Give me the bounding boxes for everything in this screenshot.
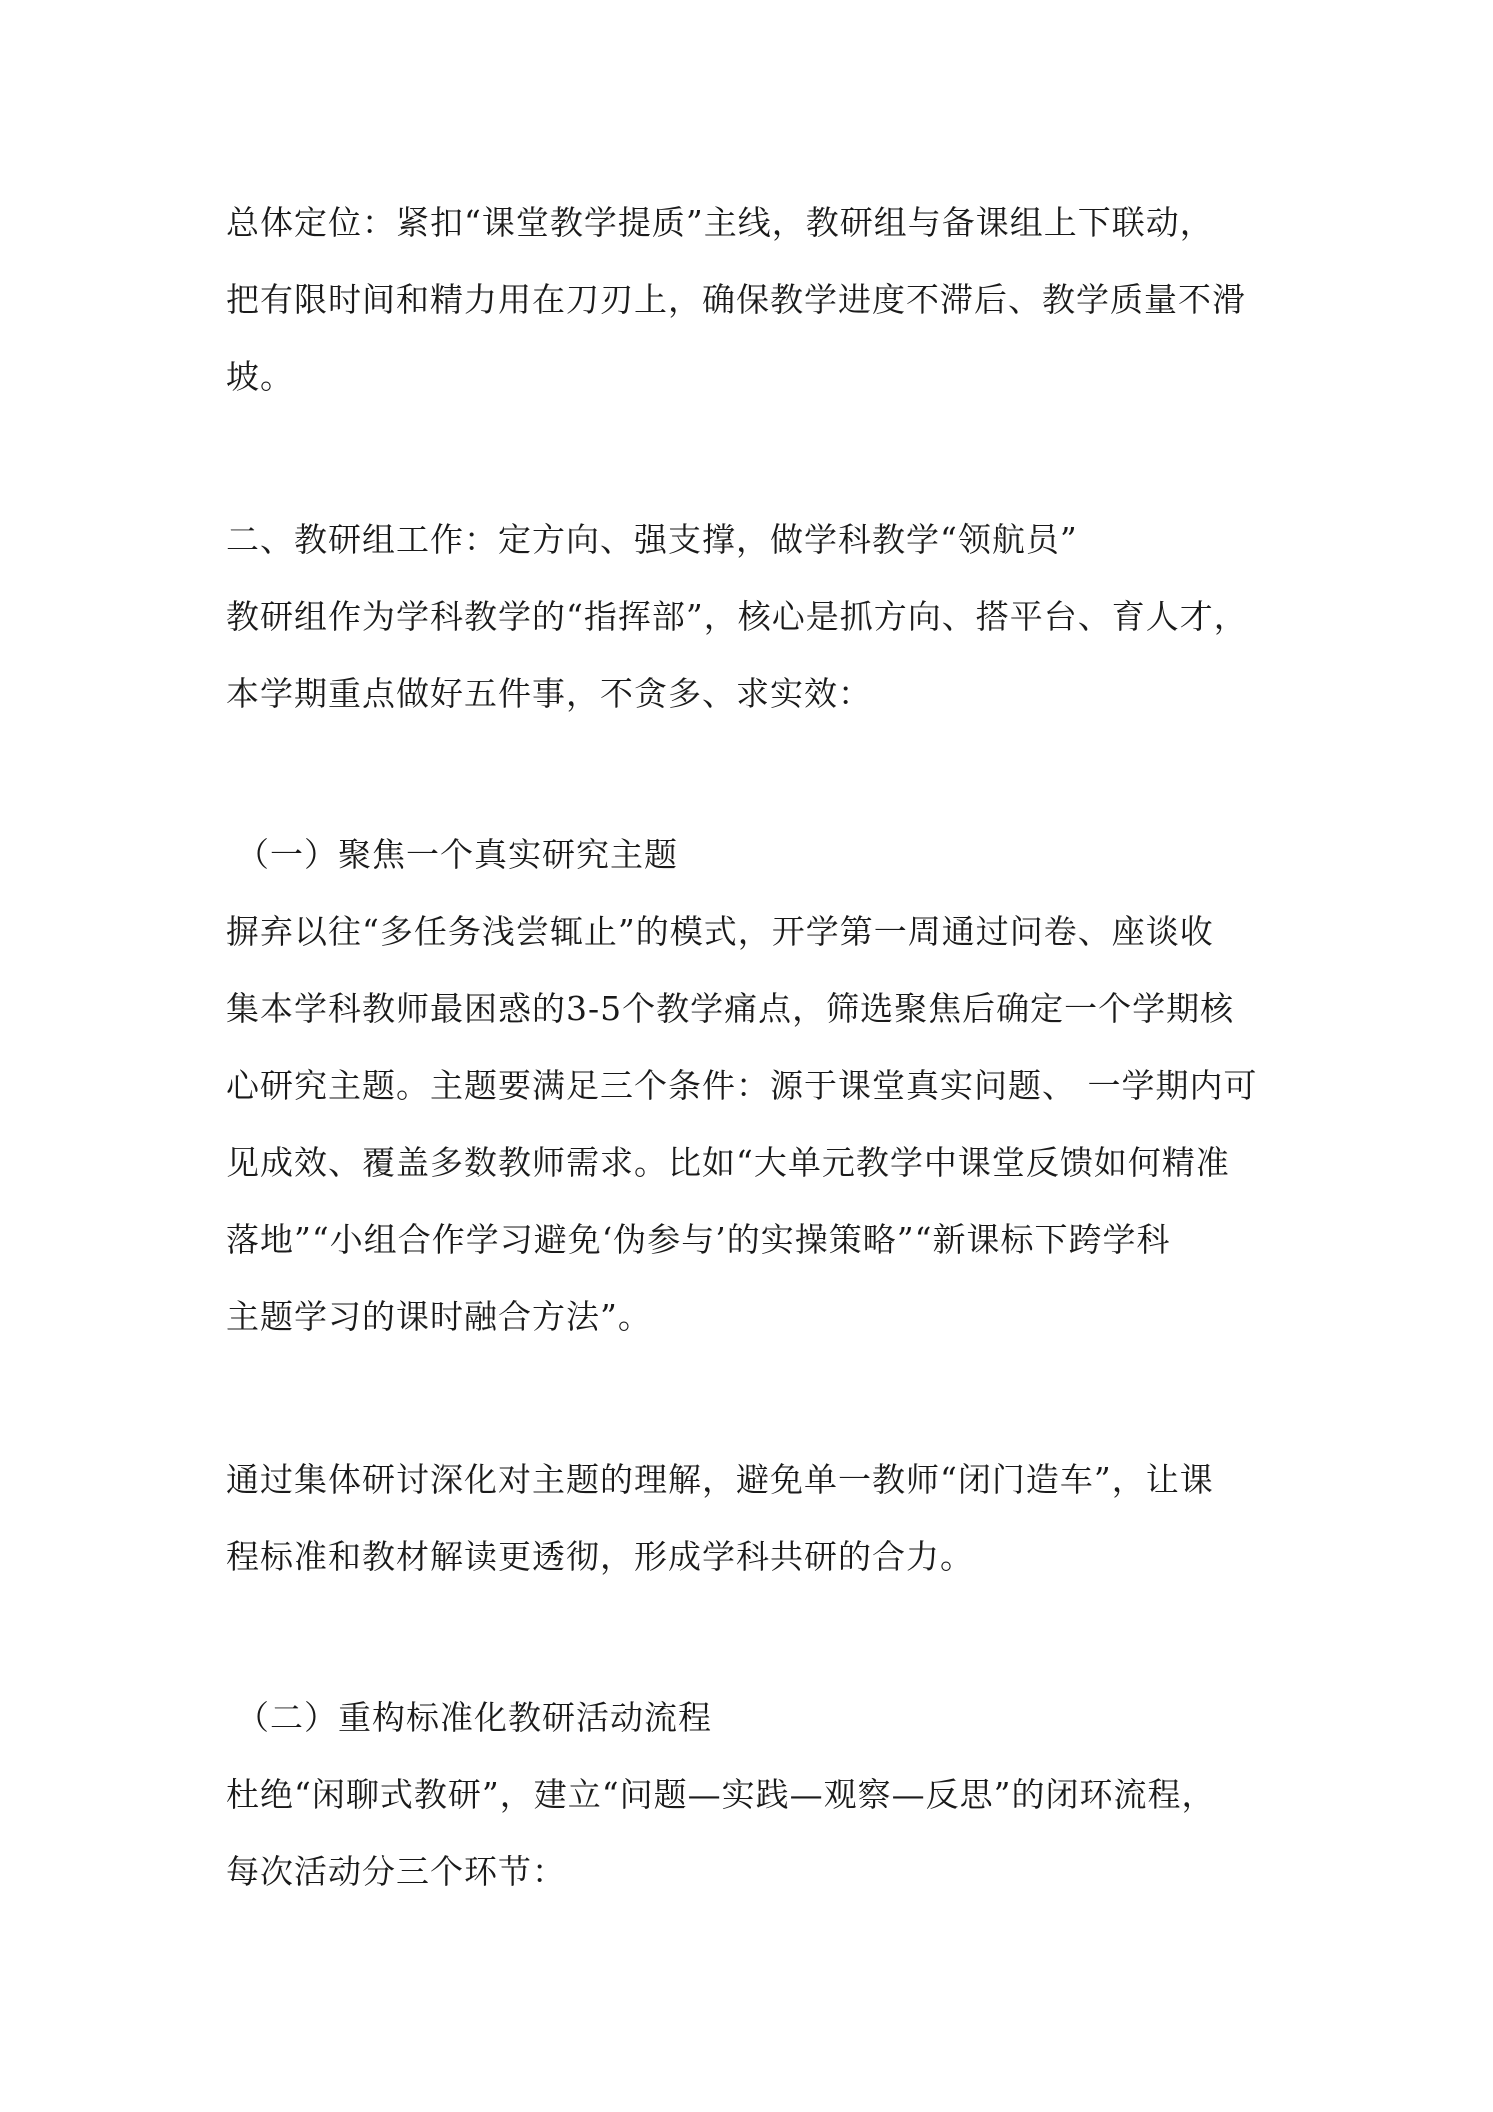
subsection-one-line-1: 摒弃以往“多任务浅尝辄止”的模式，开学第一周通过问卷、座谈收: [226, 912, 1214, 951]
paragraph-overall-line-3: 坡。: [226, 357, 294, 396]
subsection-two-line-2: 每次活动分三个环节：: [226, 1852, 566, 1891]
subsection-one-heading: （一）聚焦一个真实研究主题: [236, 835, 678, 874]
subsection-two-heading: （二）重构标准化教研活动流程: [236, 1698, 712, 1737]
subsection-one-line-2: 集本学科教师最困惑的3-5个教学痛点，筛选聚焦后确定一个学期核: [226, 989, 1235, 1028]
paragraph-overall-line-2: 把有限时间和精力用在刀刃上，确保教学进度不滞后、教学质量不滑: [226, 280, 1246, 319]
collective-paragraph-line-1: 通过集体研讨深化对主题的理解，避免单一教师“闭门造车”，让课: [226, 1460, 1214, 1499]
subsection-one-line-4: 见成效、覆盖多数教师需求。比如“大单元教学中课堂反馈如何精准: [226, 1143, 1230, 1182]
subsection-one-line-3: 心研究主题。主题要满足三个条件：源于课堂真实问题、 一学期内可: [226, 1066, 1258, 1105]
paragraph-overall-line-1: 总体定位：紧扣“课堂教学提质”主线，教研组与备课组上下联动，: [226, 203, 1214, 242]
collective-paragraph-line-2: 程标准和教材解读更透彻，形成学科共研的合力。: [226, 1537, 974, 1576]
section-two-intro-line-1: 教研组作为学科教学的“指挥部”，核心是抓方向、搭平台、育人才，: [226, 597, 1248, 636]
section-two-intro-line-2: 本学期重点做好五件事，不贪多、求实效：: [226, 674, 872, 713]
section-two-heading: 二、教研组工作：定方向、强支撑，做学科教学“领航员”: [226, 520, 1078, 559]
subsection-one-line-5: 落地”“小组合作学习避免‘伪参与’的实操策略”“新课标下跨学科: [226, 1220, 1171, 1259]
subsection-one-line-6: 主题学习的课时融合方法”。: [226, 1297, 652, 1336]
subsection-two-line-1: 杜绝“闲聊式教研”，建立“问题—实践—观察—反思”的闭环流程，: [226, 1775, 1216, 1814]
